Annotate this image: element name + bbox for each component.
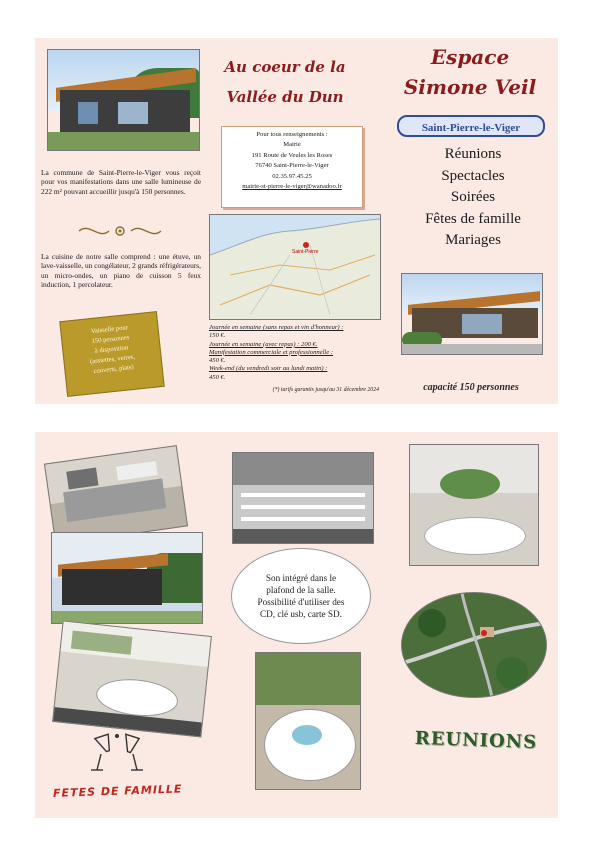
price-amount: 150 €. [209, 332, 226, 340]
kitchen-text: La cuisine de notre salle comprend : une étuve, un lave-vaisselle, un congélateur, 2 grands réfrigérateurs, un micro-ondes, un piano de cuisson 5 feux induction, 1 percolateur. [41, 252, 201, 290]
aerial-map-photo [401, 592, 547, 698]
price-label: Journée en semaine (sans repas et vin d'honneur) : [209, 324, 344, 331]
events-list [395, 144, 551, 252]
sound-info-text: Son intégré dans le plafond de la salle. Possibilité d'utiliser des CD, clé usb, carte SD. [257, 573, 345, 619]
map-label: Saint-Pierre [292, 249, 319, 255]
place-badge-label: Saint-Pierre-le-Viger [421, 122, 521, 134]
price-amount: 450 €. [209, 357, 226, 365]
brand-line-2: Simone Veil [403, 75, 537, 99]
reunions-label: REUNIONS [414, 727, 538, 754]
contact-line: Mairie [283, 141, 301, 149]
dishes-note-line: couverts, plats) [93, 363, 135, 376]
price-list [209, 324, 379, 394]
table-setting-photo [255, 652, 361, 790]
capacity-text: capacité 150 personnes [423, 382, 519, 393]
place-badge [397, 115, 545, 137]
heading-line-1: Au coeur de la [224, 58, 346, 76]
event-item: Spectacles [441, 167, 505, 184]
region-map [209, 214, 381, 320]
fetes-label: FETES DE FAMILLE [52, 782, 183, 800]
event-item: Réunions [444, 146, 502, 162]
sound-info-bubble [231, 548, 371, 644]
dishes-note-box [59, 311, 164, 397]
bottom-panel [35, 432, 558, 818]
heading-line-2: Vallée du Dun [226, 88, 344, 106]
hall-tables-photo [232, 452, 374, 544]
brand-title [385, 42, 555, 102]
building-photo-right [401, 273, 543, 355]
kitchen-photo [44, 445, 188, 545]
dishes-note-line: à disposition [94, 344, 129, 355]
event-item: Mariages [445, 232, 501, 248]
contact-email[interactable]: mairie-st-pierre-le-viger@wanadoo.fr [242, 183, 342, 191]
contact-line: 02.35.97.45.25 [272, 172, 312, 180]
dining-hall-photo [52, 620, 212, 737]
intro-text: La commune de Saint-Pierre-le-Viger vous reçoit pour vos manifestations dans une salle lumineuse de 222 m² pouvant accueillir jusqu'à 150 personnes. [41, 168, 201, 196]
price-label: Week-end (du vendredi soir au lundi matin) : [209, 365, 328, 373]
brand-line-1: Espace [430, 45, 510, 69]
dishes-note-line: Vaisselle pour [90, 324, 129, 336]
contact-line: 191 Route de Veules les Roses [251, 151, 333, 159]
dishes-note-line: (assiettes, verres, [89, 353, 136, 366]
top-panel [35, 38, 558, 404]
contact-box [221, 126, 363, 208]
reception-table-photo [409, 444, 539, 566]
left-heading [215, 52, 355, 112]
price-label: Journée en semaine (avec repas) : 200 €. [209, 340, 318, 348]
tariff-note: (*) tarifs garantis jusqu'au 31 décembre 2024 [272, 387, 379, 394]
price-amount: 450 €. [209, 373, 226, 381]
building-photo [47, 49, 200, 151]
contact-line: 76740 Saint-Pierre-le-Viger [255, 162, 329, 170]
event-item: Soirées [450, 189, 496, 205]
building-exterior-photo [51, 532, 203, 624]
price-label: Manifestation commerciale et professionnelle : [209, 348, 334, 356]
champagne-glasses-icon [87, 732, 147, 776]
event-item: Fêtes de famille [425, 210, 521, 227]
dishes-note-line: 150 personnes [91, 334, 130, 346]
ornament-divider [75, 224, 165, 238]
contact-title: Pour tous renseignements : [256, 131, 328, 138]
